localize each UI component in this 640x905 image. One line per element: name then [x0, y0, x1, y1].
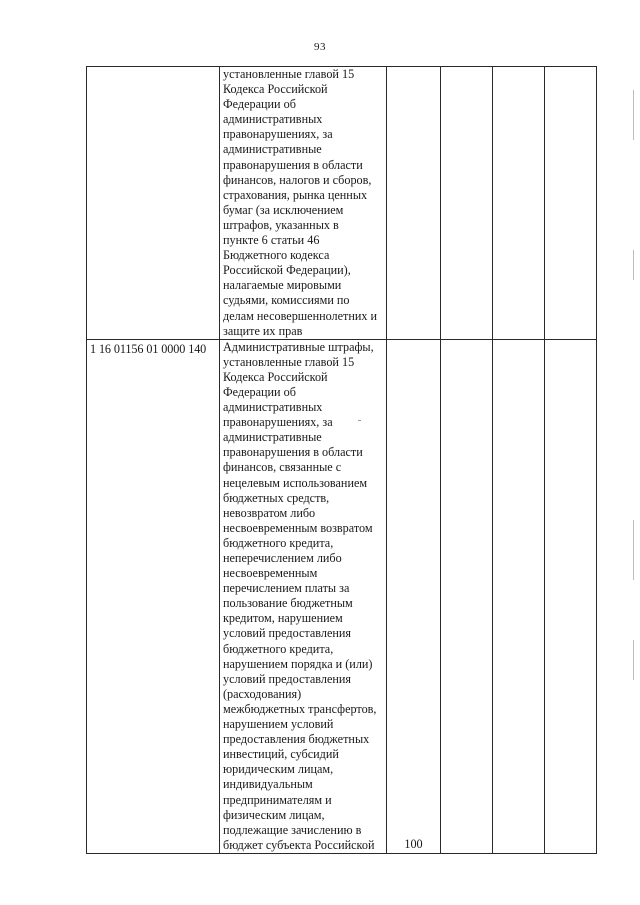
- description-line: (расходования): [223, 686, 302, 701]
- description-cell: [220, 67, 387, 340]
- description-line: пункте 6 статьи 46: [223, 233, 320, 248]
- description-line: несвоевременным возвратом: [223, 520, 373, 535]
- description-line: Кодекса Российской: [223, 82, 328, 97]
- description-line: предоставления бюджетных: [223, 732, 370, 747]
- description-line: условий предоставления: [223, 671, 352, 686]
- description-line: правонарушения в области: [223, 445, 363, 460]
- description-line: административные: [223, 430, 322, 445]
- description-line: Административные штрафы,: [223, 339, 374, 354]
- value-cell: 100: [387, 339, 441, 853]
- empty-cell: [441, 339, 493, 853]
- description-line: делам несовершеннолетних и: [223, 308, 378, 323]
- page-number: 93: [314, 41, 326, 53]
- description-line: финансов, связанные с: [223, 460, 342, 475]
- description-line: предпринимателям и: [223, 792, 332, 807]
- empty-cell: [545, 67, 597, 340]
- description-line: кредитом, нарушением: [223, 611, 343, 626]
- value-cell: [387, 67, 441, 340]
- description-line: неперечислением либо: [223, 551, 342, 565]
- table-row: [87, 339, 597, 853]
- empty-cell: [493, 67, 545, 340]
- description-line: бюджетных средств,: [223, 490, 330, 505]
- description-line: невозвратом либо: [223, 505, 316, 520]
- empty-cell: [493, 339, 545, 853]
- description-line: установленные главой 15: [223, 354, 355, 369]
- description-line: бумаг (за исключением: [223, 202, 344, 217]
- description-line: защите их прав: [223, 323, 303, 338]
- table-row: [87, 67, 597, 340]
- scan-dot-artifact: [358, 420, 361, 421]
- description-line: юридическим лицам,: [223, 762, 334, 777]
- description-line: Кодекса Российской: [223, 369, 328, 384]
- description-line: перечислением платы за: [223, 581, 350, 596]
- description-line: административных: [223, 400, 323, 415]
- description-line: межбюджетных трансфертов,: [223, 701, 377, 716]
- description-line: установленные главой 15: [223, 67, 355, 81]
- scan-edge-artifact: [633, 250, 634, 280]
- empty-cell: [545, 339, 597, 853]
- description-line: несвоевременным: [223, 566, 318, 581]
- scan-edge-artifact: [633, 520, 634, 580]
- description-line: правонарушениях, за: [223, 127, 333, 142]
- description-line: физическим лицам,: [223, 807, 325, 822]
- budget-code-cell: [87, 67, 220, 340]
- description-line: Федерации об: [223, 384, 296, 399]
- description-line: бюджет субъекта Российской: [223, 837, 375, 852]
- description-line: административных: [223, 112, 323, 127]
- description-line: нарушением условий: [223, 717, 334, 732]
- description-line: пользование бюджетным: [223, 596, 353, 611]
- budget-code-cell: 1 16 01156 01 0000 140: [87, 339, 220, 853]
- description-line: Российской Федерации),: [223, 263, 351, 278]
- scan-edge-artifact: [633, 90, 634, 140]
- description-line: административные: [223, 142, 322, 157]
- description-line: налагаемые мировыми: [223, 278, 342, 293]
- description-line: финансов, налогов и сборов,: [223, 172, 372, 187]
- description-line: индивидуальным: [223, 777, 313, 792]
- empty-cell: [441, 67, 493, 340]
- revenue-table: [86, 66, 597, 854]
- description-line: судьями, комиссиями по: [223, 293, 350, 308]
- scan-edge-artifact: [633, 640, 634, 680]
- description-line: страхования, рынка ценных: [223, 187, 368, 202]
- description-line: условий предоставления: [223, 626, 352, 641]
- description-line: правонарушениях, за: [223, 415, 333, 430]
- description-line: инвестиций, субсидий: [223, 747, 339, 762]
- description-line: бюджетного кредита,: [223, 641, 334, 656]
- description-line: Федерации об: [223, 97, 296, 112]
- description-line: Бюджетного кодекса: [223, 248, 330, 263]
- description-line: нецелевым использованием: [223, 475, 368, 490]
- description-line: правонарушения в области: [223, 157, 363, 172]
- description-line: нарушением порядка и (или): [223, 656, 373, 671]
- description-line: бюджетного кредита,: [223, 535, 334, 550]
- description-line: штрафов, указанных в: [223, 217, 339, 232]
- description-cell: [220, 339, 387, 853]
- description-line: подлежащие зачислению в: [223, 822, 362, 837]
